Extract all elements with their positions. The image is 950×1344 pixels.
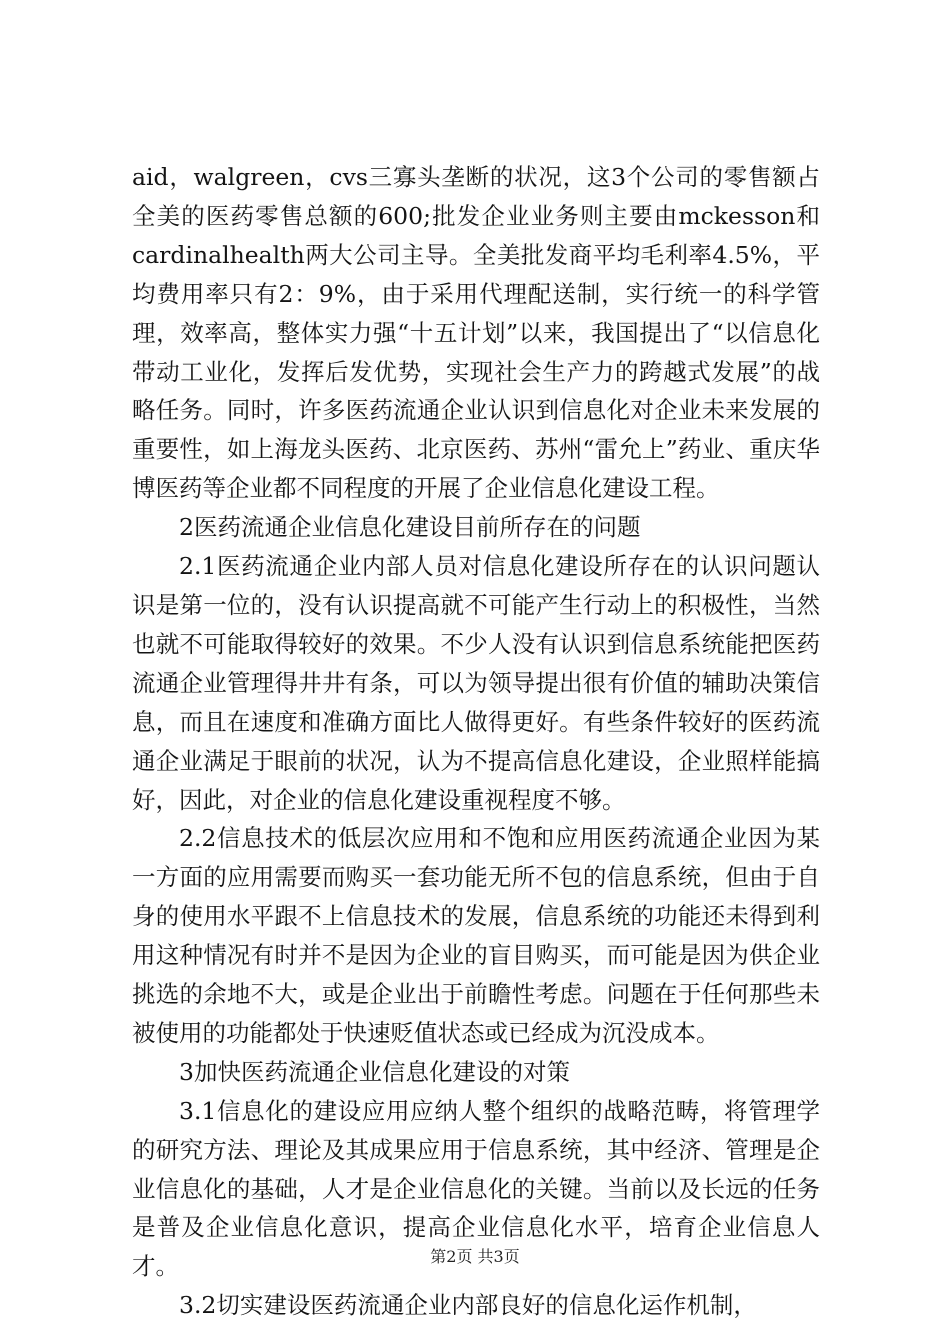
body-paragraph: 2.1医药流通企业内部人员对信息化建设所存在的认识问题认识是第一位的，没有认识提高就不可能产生行动上的积极性，当然也就不可能取得较好的效果。不少人没有认识到信息系统能把医药流通企业管理得井井有条，可以为领导提出很有价值的辅助决策信息，而且在速度和准确方面比人做得更好。有些条件较好的医药流通企业满足于眼前的状况，认为不提高信息化建设，企业照样能搞好，因此，对企业的信息化建设重视程度不够。 [132, 552, 820, 814]
body-paragraph: aid，walgreen，cvs三寡头垄断的状况，这3个公司的零售额占全美的医药零售总额的600;批发企业业务则主要由mckesson和cardinalhealth两大公司主导。全美批发商平均毛利率4.5%，平均费用率只有2：9%，由于采用代理配送制，实行统一的科学管理，效率高，整体实力强“十五计划”以来，我国提出了“以信息化带动工业化，发挥后发优势，实现社会生产力的跨越式发展”的战略任务。同时，许多医药流通企业认识到信息化对企业未来发展的重要性，如上海龙头医药、北京医药、苏州“雷允上”药业、重庆华博医药等企业都不同程度的开展了企业信息化建设工程。 [132, 163, 820, 503]
body-paragraph: 3.1信息化的建设应用应纳人整个组织的战略范畴，将管理学的研究方法、理论及其成果应用于信息系统，其中经济、管理是企业信息化的基础，人才是企业信息化的关键。当前以及长远的任务是普及企业信息化意识，提高企业信息化水平，培育企业信息人才。 [132, 1096, 820, 1281]
section-heading: 2医药流通企业信息化建设目前所存在的问题 [179, 513, 641, 542]
page-footer: 第2页 共3页 [430, 1247, 520, 1266]
body-paragraph: 2.2信息技术的低层次应用和不饱和应用医药流通企业因为某一方面的应用需要而购买一套功能无所不包的信息系统，但由于自身的使用水平跟不上信息技术的发展，信息系统的功能还未得到利用这种情况有时并不是因为企业的盲目购买，而可能是因为供企业挑选的余地不大，或是企业出于前瞻性考虑。问题在于任何那些未被使用的功能都处于快速贬值状态或已经成为沉没成本。 [132, 824, 820, 1047]
section-heading: 3加快医药流通企业信息化建设的对策 [179, 1057, 570, 1086]
body-paragraph: 3.2切实建设医药流通企业内部良好的信息化运作机制， [179, 1291, 757, 1320]
document-body [132, 158, 820, 1325]
